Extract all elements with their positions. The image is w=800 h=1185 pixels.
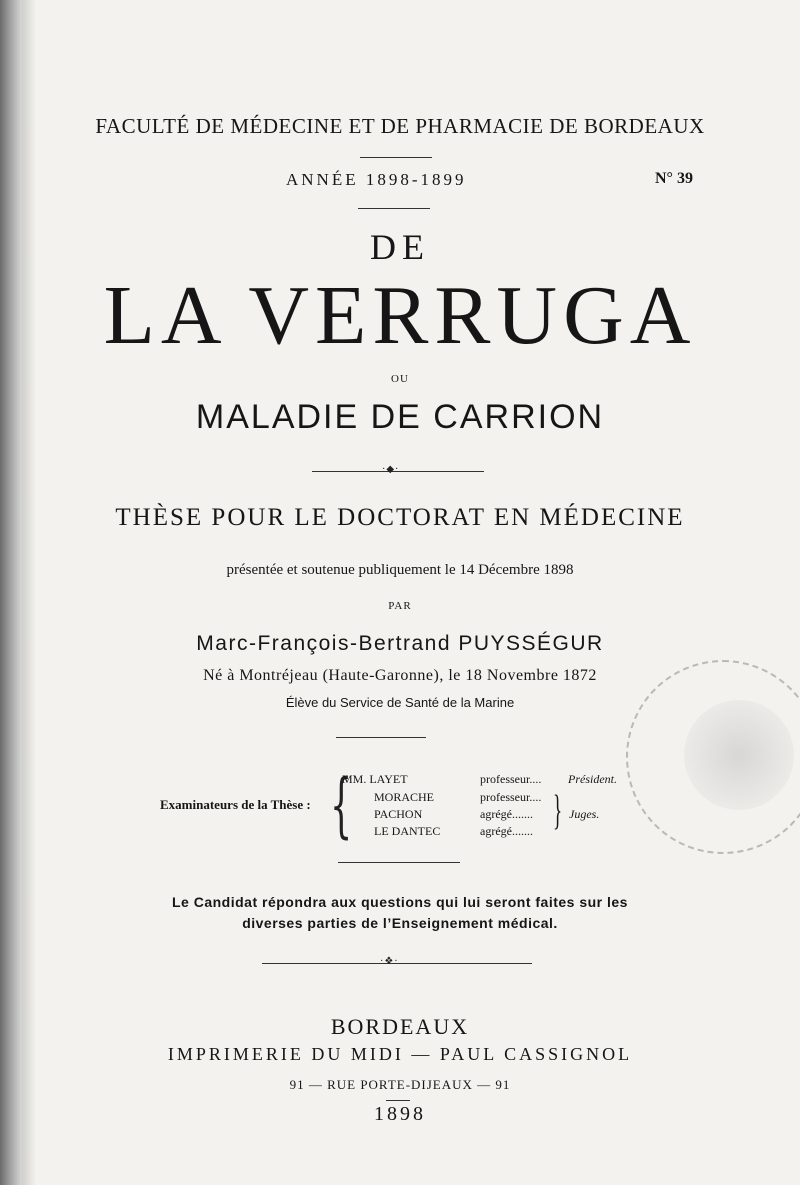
examiner-name: LE DANTEC bbox=[374, 824, 441, 838]
candidate-note bbox=[0, 892, 800, 934]
title-ou: OU bbox=[391, 373, 409, 385]
author-name: Marc-François-Bertrand PUYSSÉGUR bbox=[196, 632, 604, 655]
candidate-note-line1: Le Candidat répondra aux questions qui lui seront faites sur les bbox=[172, 894, 628, 910]
ornament-icon: ·❖· bbox=[380, 956, 399, 967]
author-birth: Né à Montréjeau (Haute-Garonne), le 18 Novembre 1872 bbox=[203, 667, 597, 684]
divider bbox=[338, 862, 460, 863]
ornament-icon: ·◆· bbox=[382, 464, 400, 475]
divider bbox=[358, 208, 430, 209]
author-status: Élève du Service de Santé de la Marine bbox=[285, 695, 515, 710]
examiner-name: PACHON bbox=[374, 807, 423, 821]
imprint-address: 91 — RUE PORTE-DIJEAUX — 91 bbox=[289, 1077, 511, 1092]
main-title: LA VERRUGA bbox=[103, 269, 697, 362]
thesis-number: N° 39 bbox=[655, 170, 693, 187]
imprint-city: BORDEAUX bbox=[330, 1014, 470, 1039]
title-de: DE bbox=[370, 227, 430, 267]
right-brace-icon: } bbox=[553, 788, 563, 834]
library-stamp-emblem-icon bbox=[684, 700, 794, 810]
left-brace-icon: { bbox=[330, 764, 353, 846]
divider bbox=[336, 737, 426, 738]
examiner-title: agrégé....... bbox=[480, 824, 533, 838]
examiner-role: Président. bbox=[568, 772, 617, 786]
academic-year: ANNÉE 1898-1899 bbox=[286, 170, 467, 189]
imprint-printer: IMPRIMERIE DU MIDI — PAUL CASSIGNOL bbox=[167, 1044, 633, 1064]
examiner-name: MORACHE bbox=[374, 790, 435, 804]
imprint-year: 1898 bbox=[374, 1103, 426, 1125]
page-gutter bbox=[22, 0, 36, 1185]
candidate-note-line2: diverses parties de l’Enseignement médical. bbox=[242, 915, 558, 931]
thesis-label: THÈSE POUR LE DOCTORAT EN MÉDECINE bbox=[115, 504, 685, 531]
examiner-name: MM. LAYET bbox=[342, 772, 408, 786]
subtitle: MALADIE DE CARRION bbox=[195, 398, 605, 436]
examiner-title: agrégé....... bbox=[480, 807, 533, 821]
examiner-title: professeur.... bbox=[480, 790, 542, 804]
presentation-date: présentée et soutenue publiquement le 14 Décembre 1898 bbox=[226, 562, 574, 578]
book-spine-shadow bbox=[0, 0, 22, 1185]
divider bbox=[386, 1100, 410, 1101]
divider bbox=[360, 157, 432, 158]
par-label: PAR bbox=[388, 600, 412, 612]
examiners-label: Examinateurs de la Thèse : bbox=[160, 797, 311, 812]
faculty-heading: FACULTÉ DE MÉDECINE ET DE PHARMACIE DE BORDEAUX bbox=[95, 114, 705, 138]
examiner-title: professeur.... bbox=[480, 772, 542, 786]
examiner-role: Juges. bbox=[569, 807, 600, 821]
